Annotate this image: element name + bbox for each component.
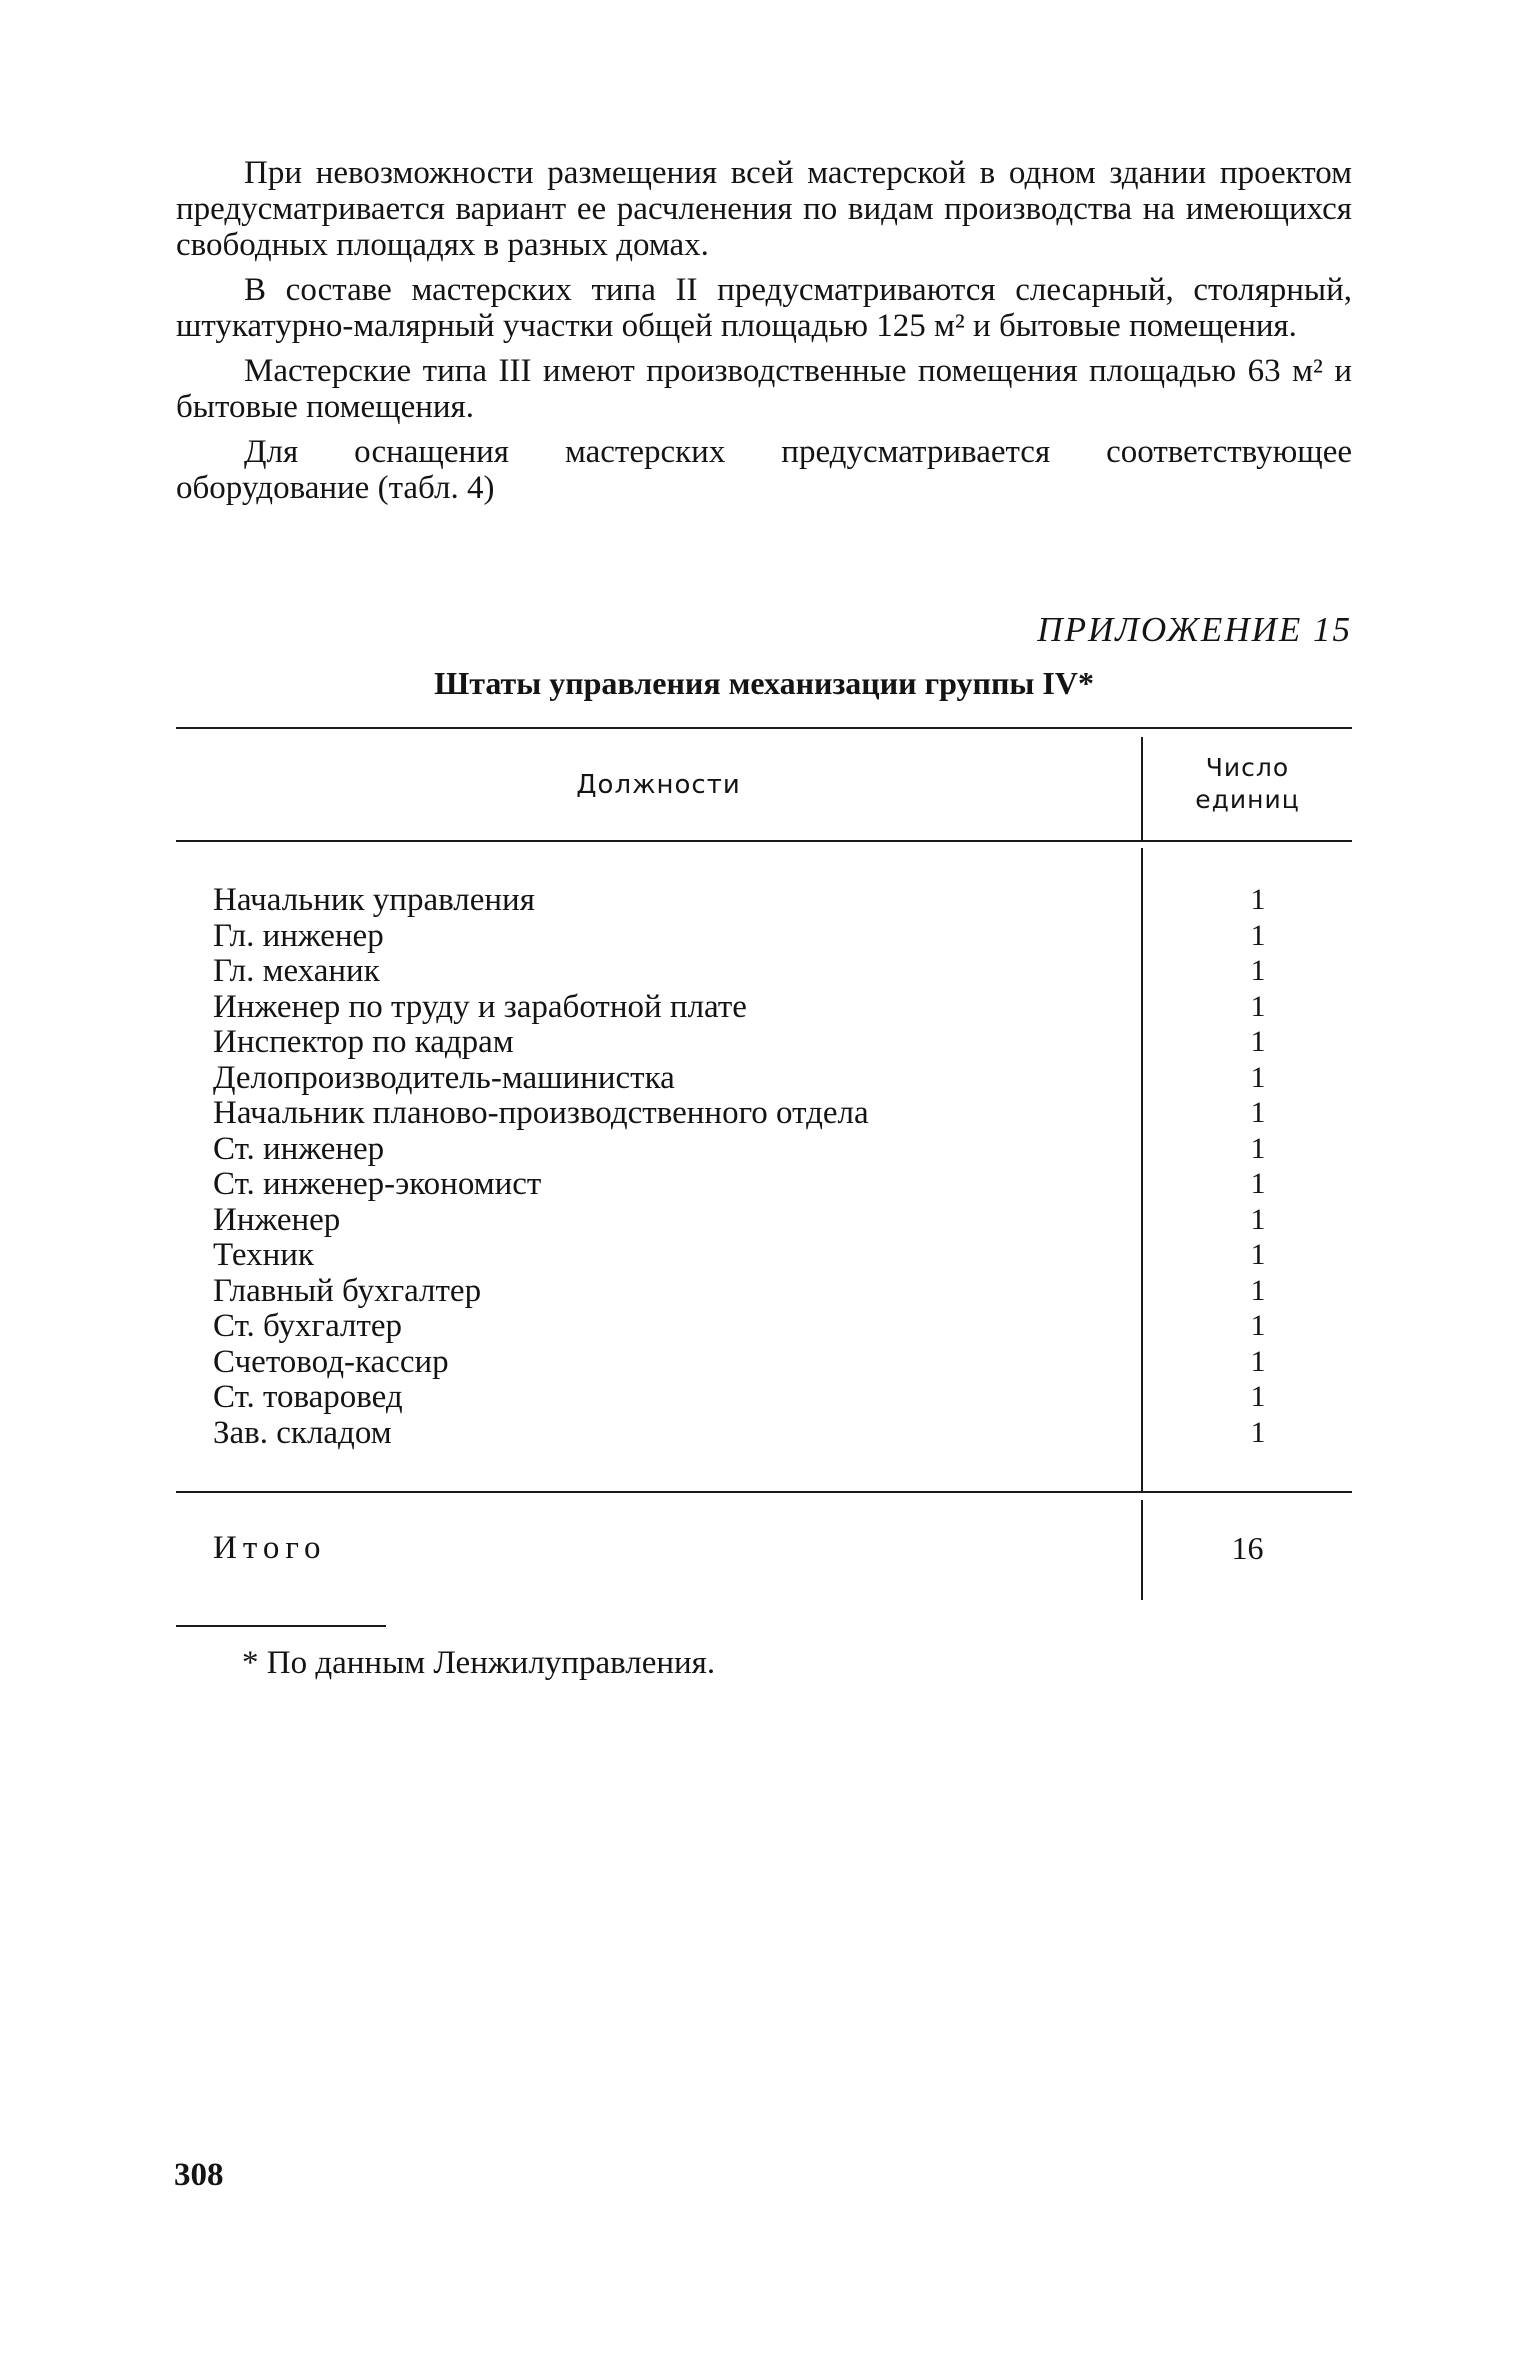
total-label: Итого — [213, 1530, 327, 1566]
row-position: Инженер по труду и заработной плате — [213, 988, 747, 1025]
footnote: * По данным Ленжилуправления. — [242, 1645, 716, 1681]
intro-paragraph: Для оснащения мастерских предусматривается соответствующее оборудование (табл. 4) — [176, 434, 1352, 506]
table-row — [213, 1024, 1352, 1060]
appendix-label: ПРИЛОЖЕНИЕ 15 — [1037, 610, 1352, 649]
table-row — [213, 1060, 1352, 1096]
table-row — [213, 1237, 1352, 1273]
row-position: Ст. инженер-экономист — [213, 1166, 542, 1202]
footnote-rule — [176, 1625, 386, 1627]
table-row — [213, 953, 1352, 989]
header-count-line: Число — [1205, 753, 1290, 782]
row-count: 1 — [1250, 1415, 1266, 1449]
row-position: Гл. механик — [213, 953, 380, 989]
header-count — [1143, 752, 1352, 816]
row-position: Техник — [213, 1237, 314, 1273]
table-row — [213, 1166, 1352, 1202]
table-row — [213, 1344, 1352, 1380]
header-position: Должности — [576, 770, 741, 800]
table-row — [213, 918, 1352, 954]
row-position: Начальник управления — [213, 882, 535, 918]
row-count: 1 — [1250, 918, 1266, 952]
intro-text — [176, 155, 1352, 515]
row-count: 1 — [1250, 954, 1266, 987]
table-row — [213, 1273, 1352, 1309]
row-position: Инженер — [213, 1201, 341, 1238]
table-row — [213, 1308, 1352, 1344]
row-position: Делопроизводитель-машинистка — [213, 1059, 675, 1096]
row-position: Счетовод-кассир — [213, 1343, 449, 1380]
intro-paragraph: В составе мастерских типа II предусматриваются слесарный, столярный, штукатурно-малярный участки общей площадью 125 м² и бытовые помещения. — [176, 272, 1352, 344]
row-count: 1 — [1250, 1167, 1266, 1200]
row-count: 1 — [1250, 1060, 1266, 1094]
row-count: 1 — [1250, 1025, 1266, 1058]
row-position: Главный бухгалтер — [213, 1272, 482, 1309]
row-count: 1 — [1250, 1380, 1266, 1413]
table-row — [213, 989, 1352, 1025]
row-position: Инспектор по кадрам — [213, 1024, 514, 1060]
table-top-rule — [176, 727, 1352, 729]
row-count: 1 — [1250, 1273, 1266, 1307]
table-row — [213, 1415, 1352, 1451]
page-number: 308 — [174, 2157, 224, 2193]
row-count: 1 — [1250, 1238, 1266, 1271]
table-row — [213, 1131, 1352, 1167]
total-value: 16 — [1231, 1530, 1264, 1566]
table-row — [213, 882, 1352, 918]
row-count: 1 — [1250, 1202, 1266, 1236]
intro-paragraph: При невозможности размещения всей мастерской в одном здании проектом предусматривается вариант ее расчленения по видам производства на имеющихся свободных площадях в разных домах. — [176, 155, 1352, 263]
header-count-line: единиц — [1195, 785, 1300, 814]
row-position: Зав. складом — [213, 1414, 392, 1451]
table-body — [213, 882, 1352, 1450]
row-count: 1 — [1250, 1309, 1266, 1342]
row-position: Ст. бухгалтер — [213, 1308, 403, 1344]
row-count: 1 — [1250, 1131, 1266, 1165]
row-position: Гл. инженер — [213, 917, 384, 954]
table-row — [213, 1202, 1352, 1238]
row-count: 1 — [1250, 883, 1266, 916]
row-position: Начальник планово-производственного отдела — [213, 1095, 869, 1131]
row-count: 1 — [1250, 989, 1266, 1023]
row-position: Ст. товаровед — [213, 1379, 403, 1415]
table-title: Штаты управления механизации группы IV* — [434, 665, 1094, 701]
row-count: 1 — [1250, 1344, 1266, 1378]
table-row — [213, 1095, 1352, 1131]
row-count: 1 — [1250, 1096, 1266, 1129]
table-header-rule — [176, 840, 1352, 842]
intro-paragraph: Мастерские типа III имеют производственные помещения площадью 63 м² и бытовые помещения. — [176, 353, 1352, 425]
table-body-rule — [176, 1491, 1352, 1493]
table-row — [213, 1379, 1352, 1415]
row-position: Ст. инженер — [213, 1130, 385, 1167]
